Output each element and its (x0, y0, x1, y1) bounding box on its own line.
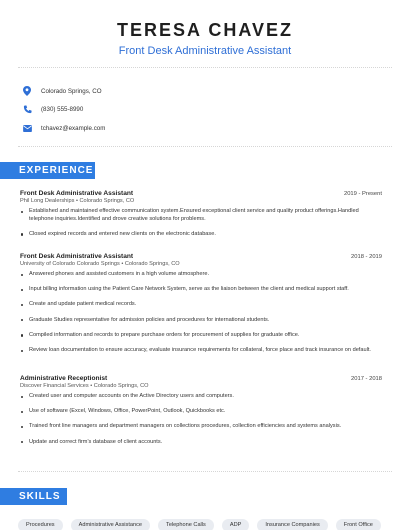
job-title: Administrative Receptionist (20, 375, 108, 382)
job-dates: 2018 - 2019 (351, 254, 382, 260)
divider (18, 67, 392, 68)
bullet-item: Compiled information and records to prepare purchase orders for procurement of supplies for graduate office. (20, 332, 382, 340)
job-title: Front Desk Administrative Assistant (20, 190, 134, 197)
bullet-item: Answered phones and assisted customers in a high volume atmosphere. (20, 271, 382, 279)
job-dates: 2017 - 2018 (351, 376, 382, 382)
job-company-line: University of Colorado Colorado Springs • Colorado Springs, CO (20, 261, 180, 267)
contact-phone (22, 101, 105, 120)
bullet-item: Trained front line managers and department managers on collections procedures, collection efficiencies and systems analysis. (20, 423, 382, 431)
contact-block (22, 82, 105, 138)
location-text: Colorado Springs, CO (41, 87, 102, 95)
job-entry (20, 253, 382, 362)
section-heading-experience: EXPERIENCE (0, 162, 95, 179)
skill-chip: Administrative Assistance (71, 519, 150, 530)
job-bullets (20, 208, 382, 238)
email-link[interactable]: tchavez@example.com (41, 124, 106, 132)
bullet-item: Established and maintained effective communication system.Ensured exceptional client service and quality product offerings.Handled telephone inquiries.Identified and drove creative solutions for problems. (20, 208, 382, 223)
bullet-item: Closed expired records and entered new clients on the electronic database. (20, 231, 382, 239)
candidate-title: Front Desk Administrative Assistant (118, 45, 292, 57)
divider (18, 471, 392, 472)
skill-chip: Insurance Companies (257, 519, 327, 530)
skill-chip: ADP (222, 519, 250, 530)
phone-icon (22, 105, 32, 115)
envelope-icon (22, 123, 32, 133)
job-location: Colorado Springs, CO (93, 383, 149, 389)
bullet-item: Input billing information using the Patient Care Network System, serve as the liaison between the client and medical support staff. (20, 286, 382, 294)
bullet-item: Graduate Studies representative for admission policies and procedures for international students. (20, 317, 382, 325)
map-pin-icon (22, 86, 32, 96)
bullet-item: Created user and computer accounts on the Active Directory users and computers. (20, 393, 382, 401)
job-title: Front Desk Administrative Assistant (20, 253, 134, 260)
candidate-name: TERESA CHAVEZ (116, 20, 293, 40)
skills-list (18, 519, 381, 530)
job-entry (20, 375, 382, 454)
job-bullets (20, 393, 382, 446)
bullet-item: Create and update patient medical records. (20, 301, 382, 309)
job-entry (20, 190, 382, 246)
contact-location (22, 82, 105, 101)
section-heading-skills: SKILLS (0, 488, 67, 505)
bullet-item: Use of software (Excel, Windows, Office, PowerPoint, Outlook, Quickbooks etc. (20, 408, 382, 416)
job-company-line: Phil Long Dealerships • Colorado Springs, CO (20, 198, 135, 204)
job-company: University of Colorado Colorado Springs (20, 261, 120, 267)
job-company-line: Discover Financial Services • Colorado Springs, CO (20, 383, 149, 389)
job-bullets (20, 271, 382, 355)
phone-text[interactable]: (830) 555-8990 (41, 106, 84, 114)
job-dates: 2019 - Present (343, 191, 382, 197)
job-company: Phil Long Dealerships (20, 198, 75, 204)
divider (18, 146, 392, 147)
job-location: Colorado Springs, CO (79, 198, 135, 204)
skill-chip: Procedures (18, 519, 63, 530)
bullet-item: Update and correct firm's database of client accounts. (20, 439, 382, 447)
skill-chip: Telephone Calls (158, 519, 214, 530)
job-location: Colorado Springs, CO (124, 261, 180, 267)
contact-email (22, 119, 105, 138)
resume-header (0, 0, 410, 58)
bullet-item: Review loan documentation to ensure accuracy, evaluate insurance requirements for collateral, force place and track insurance on default. (20, 347, 382, 355)
skill-chip: Front Office (336, 519, 381, 530)
job-company: Discover Financial Services (20, 383, 89, 389)
